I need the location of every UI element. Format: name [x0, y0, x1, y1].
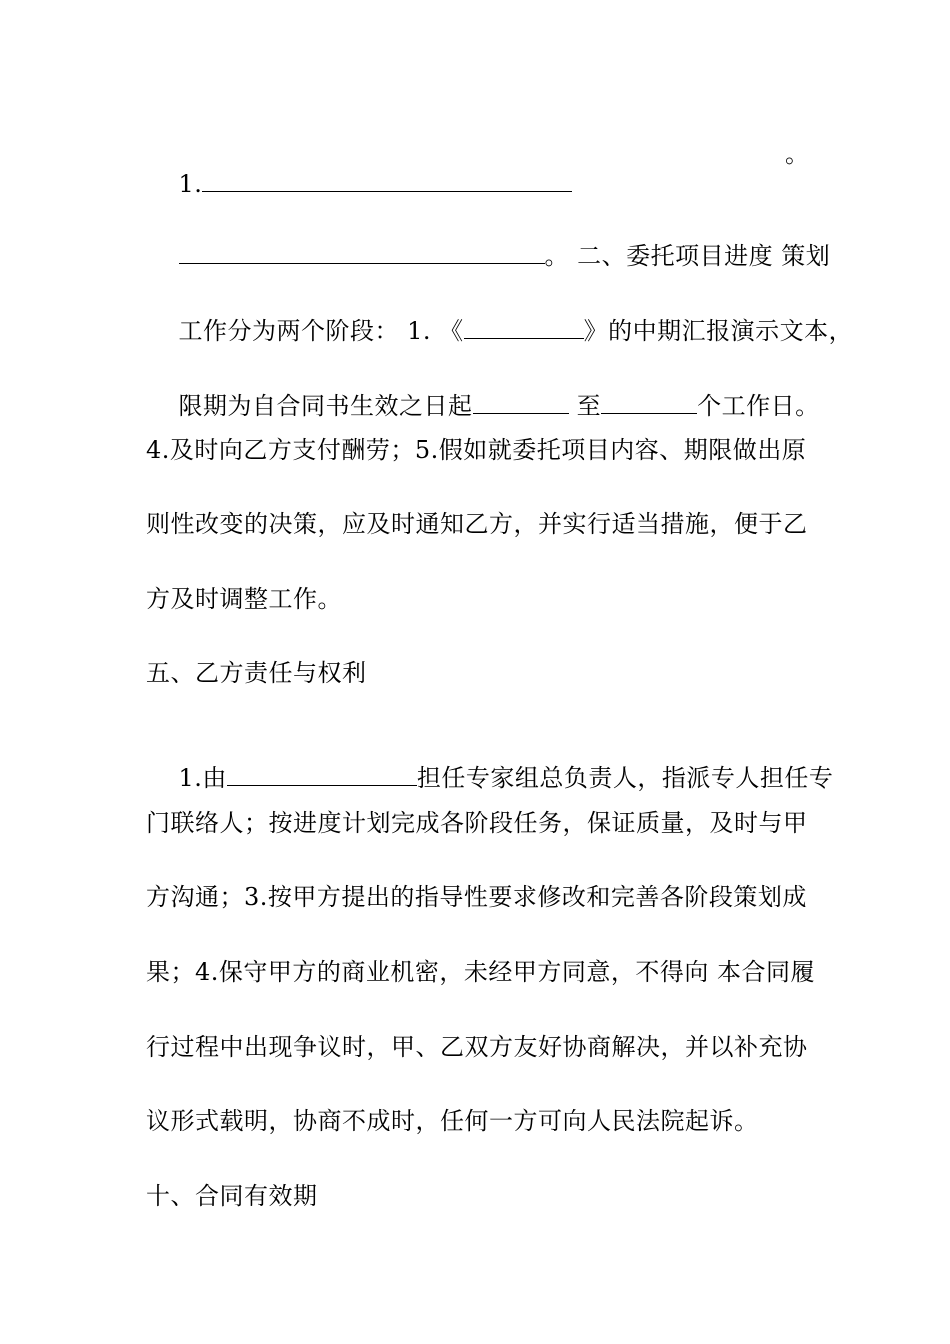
fill-blank: [473, 391, 569, 414]
fill-blank: [464, 316, 584, 339]
clause-line-11: 方沟通；3.按甲方提出的指导性要求修改和完善各阶段策划成: [146, 883, 807, 911]
fill-blank: [202, 169, 572, 192]
fill-blank: [227, 763, 417, 786]
clause-line-12: 果；4.保守甲方的商业机密，未经甲方同意，不得向 本合同履: [146, 958, 816, 986]
text-segment: 担任专家组总负责人，指派专人担任专: [416, 764, 834, 792]
fill-blank: [179, 241, 545, 264]
fill-blank: [601, 391, 697, 414]
clause-line-7: 方及时调整工作。: [146, 585, 342, 613]
text-segment: 个工作日。: [697, 392, 820, 420]
text-segment: 1.由: [178, 764, 227, 792]
clause-line-13: 行过程中出现争议时，甲、乙双方友好协商解决，并以补充协: [146, 1033, 808, 1061]
section-heading-10: 十、合同有效期: [146, 1182, 318, 1210]
clause-line-5: 4.及时向乙方支付酬劳；5.假如就委托项目内容、期限做出原: [146, 436, 807, 464]
text-segment: 》的中期汇报演示文本，: [583, 317, 854, 345]
clause-line-14: 议形式载明，协商不成时，任何一方可向人民法院起诉。: [146, 1107, 759, 1135]
text-segment: 至: [568, 392, 602, 420]
section-heading-5: 五、乙方责任与权利: [146, 659, 367, 687]
section-heading-inline: 。 二、委托项目进度 策划: [544, 242, 831, 270]
item-number: 1.: [178, 170, 203, 198]
clause-line-10: 门联络人；按进度计划完成各阶段任务，保证质量，及时与甲: [146, 809, 808, 837]
text-segment: 限期为自合同书生效之日起: [178, 392, 473, 420]
clause-line-6: 则性改变的决策，应及时通知乙方，并实行适当措施，便于乙: [146, 510, 808, 538]
line-end-period: 。: [785, 140, 809, 168]
text-segment: 工作分为两个阶段： 1. 《: [178, 317, 464, 345]
